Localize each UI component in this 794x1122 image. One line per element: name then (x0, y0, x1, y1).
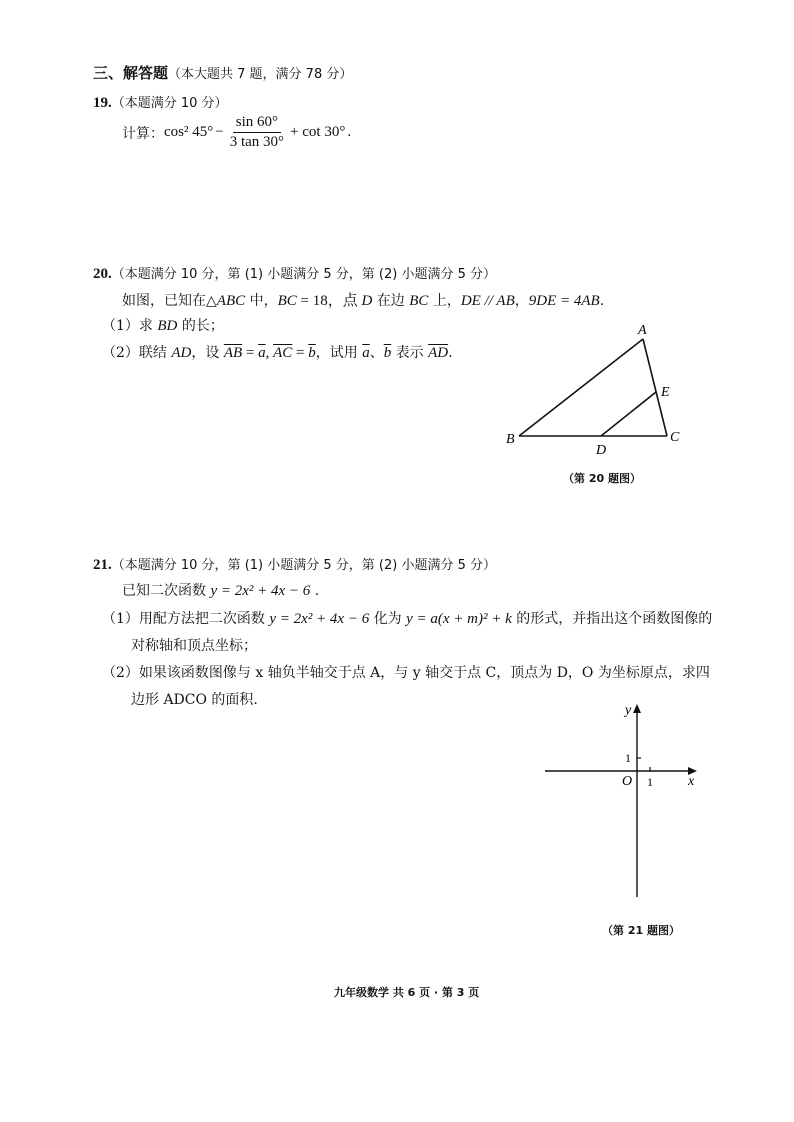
q21-part2-label: （2） (102, 665, 139, 681)
q19-fraction-numerator: sin 60° (233, 114, 281, 133)
q21-part1-text: 用配方法把二次函数 (138, 611, 270, 627)
q20-part2-text: 表示 (391, 345, 429, 361)
q21-part1-text: 化为 (369, 611, 407, 627)
q20-part2-text: ，试用 (315, 345, 363, 361)
q20-label-d: D (596, 443, 607, 458)
q20-vector-ac: $\overline{AC}$ (273, 345, 293, 361)
q21-part2 (102, 662, 710, 682)
page-footer: 九年级数学 共 6 页 · 第 3 页 (334, 986, 480, 999)
q21-part2-text: 如果该函数图像与 x 轴负半轴交于点 A，与 y 轴交于点 C，顶点为 D，O 为坐标原点，求四 (138, 665, 710, 681)
q20-segment-ad: AD (171, 345, 192, 361)
q21-function: y = 2x² + 4x − 6 (210, 583, 311, 599)
q21-y-arrow-icon (633, 704, 641, 713)
q20-stem-text: . (599, 293, 605, 309)
q20-part2-text: 联结 (138, 345, 172, 361)
q20-label-e: E (661, 385, 670, 400)
q20-part1-text: 的长； (177, 318, 224, 334)
q20-parallel-condition: DE // AB (460, 293, 515, 309)
q20-side-bc: BC (409, 293, 429, 309)
q20-stem-text: ， (514, 293, 529, 309)
q19-cos-term: cos² 45° (164, 124, 214, 140)
q20-comma: , (265, 345, 274, 361)
q20-stem-text: 在边 (372, 293, 410, 309)
q20-vector-a: $\overline{a}$ (362, 345, 370, 361)
q20-equals: = (292, 345, 309, 361)
q20-number: 20. (93, 266, 112, 282)
q21-note: （本题满分 10 分，第 (1) 小题满分 5 分，第 (2) 小题满分 5 分） (111, 558, 496, 573)
q20-side-bc: BC (277, 293, 297, 309)
q20-stem-text: 如图，已知在△ (122, 293, 217, 309)
q20-part1-text: 求 (138, 318, 158, 334)
q20-part2-text: ，设 (191, 345, 224, 361)
q21-part1-line2: 对称轴和顶点坐标； (131, 638, 257, 654)
q20-note: （本题满分 10 分，第 (1) 小题满分 5 分，第 (2) 小题满分 5 分） (111, 267, 496, 282)
q21-part2-line2: 边形 ADCO 的面积. (131, 692, 258, 708)
q21-label-origin: O (622, 774, 633, 789)
q20-part2-text: . (448, 345, 453, 361)
q20-equals: = (242, 345, 259, 361)
q20-stem-text: = 18，点 (296, 293, 362, 309)
q20-segment-bd: BD (157, 318, 178, 334)
q19-end: . (347, 124, 352, 140)
q20-ratio-condition: 9DE = 4AB (528, 293, 600, 309)
q21-label-y-unit: 1 (625, 751, 631, 765)
q20-figure-caption: （第 20 题图） (563, 472, 641, 485)
q20-stem-text: 中， (245, 293, 278, 309)
q19-fraction-denominator: 3 tan 30° (229, 134, 285, 150)
q20-vector-a: $\overline{a}$ (258, 345, 266, 361)
q21-figure-caption: （第 21 题图） (602, 924, 680, 937)
q21-stem (122, 580, 319, 600)
q21-label-x-unit: 1 (647, 775, 653, 789)
section-title: 三、解答题 (93, 64, 169, 82)
q19-note: （本题满分 10 分） (111, 96, 228, 111)
q21-function: y = 2x² + 4x − 6 (269, 611, 370, 627)
section-note: （本大题共 7 题，满分 78 分） (168, 67, 353, 82)
q21-vertex-form: y = a(x + m)² + k (406, 611, 512, 627)
q20-vector-ad: $\overline{AD}$ (428, 345, 449, 361)
q19-minus: − (215, 124, 224, 140)
q21-part1 (102, 608, 712, 628)
q21-stem-text: 已知二次函数 (122, 583, 211, 599)
q20-part1-label: （1） (102, 318, 139, 334)
q20-label-a: A (638, 323, 647, 338)
q19-number: 19. (93, 95, 112, 111)
q19-prompt: 计算： (122, 125, 164, 142)
q21-header (93, 554, 496, 574)
q20-point-d: D (361, 293, 373, 309)
q20-label-b: B (506, 432, 515, 447)
q20-side-ab (519, 339, 643, 436)
q21-label-y: y (625, 703, 632, 718)
q19-plus-term: + cot 30° (290, 124, 346, 140)
q20-separator: 、 (369, 345, 384, 361)
q21-number: 21. (93, 557, 112, 573)
q20-segment-de (601, 392, 656, 436)
q20-part2-label: （2） (102, 345, 139, 361)
q20-vector-b: $\overline{b}$ (308, 345, 316, 361)
q20-label-c: C (670, 430, 680, 445)
q20-stem-text: 上， (428, 293, 461, 309)
q21-part1-label: （1） (102, 611, 139, 627)
q21-part1-text: 的形式，并指出这个函数图像的 (511, 611, 713, 627)
q20-vector-b: $\overline{b}$ (383, 345, 392, 361)
q21-label-x: x (688, 774, 695, 789)
q20-triangle-name: ABC (216, 293, 246, 309)
q20-vector-ab: $\overline{AB}$ (223, 345, 243, 361)
q21-stem-text: . (310, 583, 320, 599)
